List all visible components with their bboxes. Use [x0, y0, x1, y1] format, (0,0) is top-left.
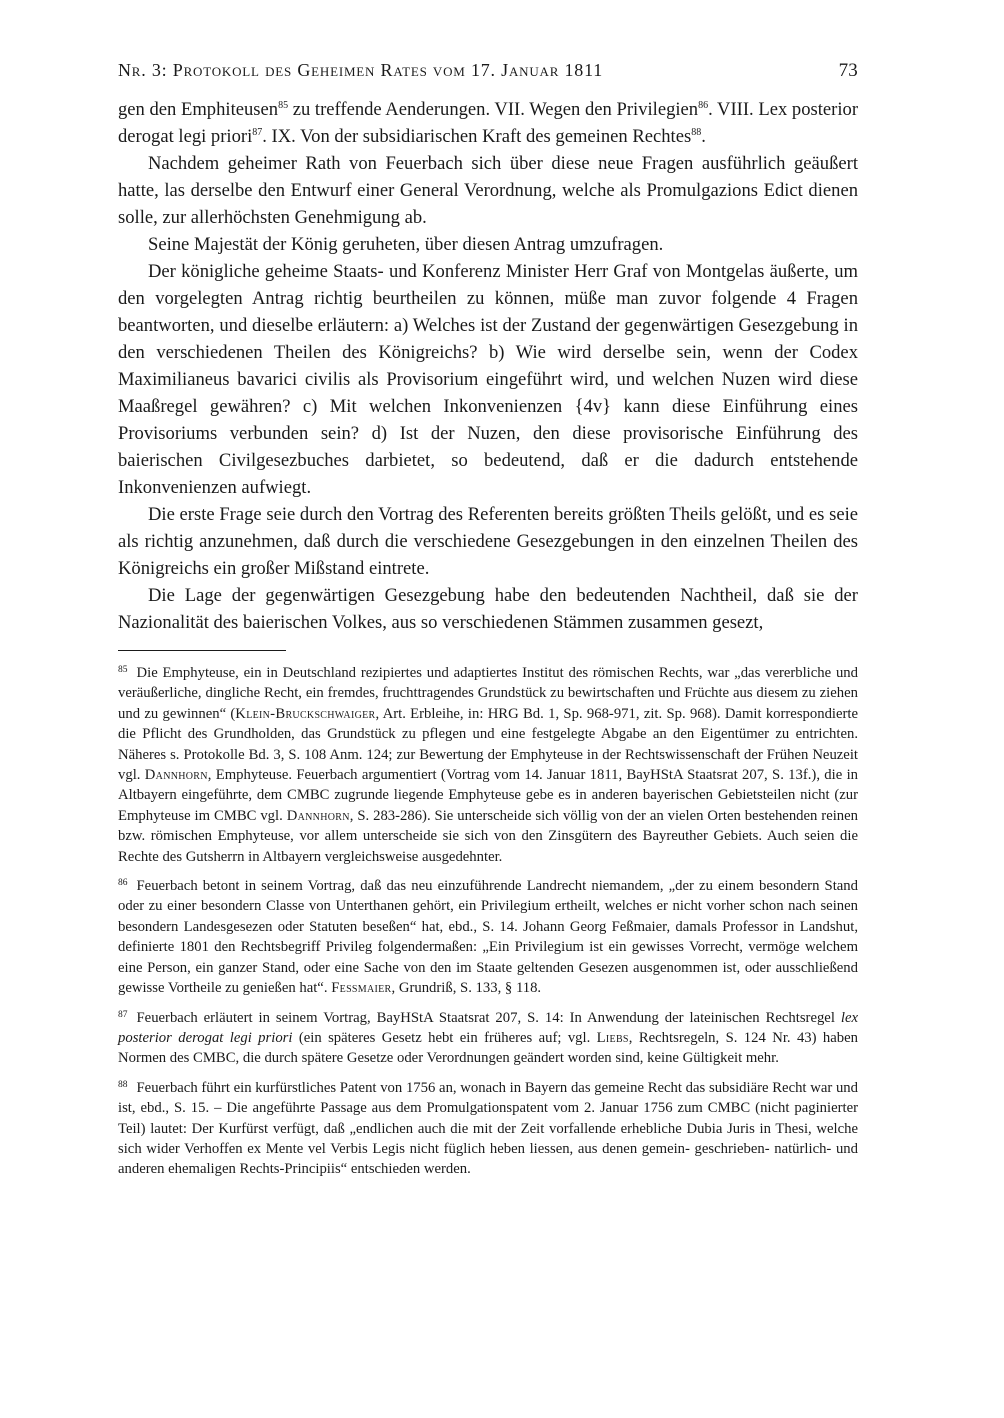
footnote-number: 87 — [118, 1009, 128, 1020]
text-segment: , Rechtsregeln, S. 124 Nr. 43) haben Normen des CMBC, die durch spätere Gesetze oder Verordnungen geändert worden sind, keine Gültigkeit mehr. — [118, 1029, 858, 1067]
text-segment: zu treffende Aenderungen. VII. Wegen den Privilegien — [288, 99, 699, 120]
paragraph-6: Die Lage der gegenwärtigen Gesezgebung habe den bedeutenden Nachtheil, daß sie der Nazionalität des baierischen Volkes, aus so verschiedenen Stämmen zusammen gesezt, — [118, 585, 858, 633]
footnote-number: 85 — [118, 665, 128, 675]
footnote-divider — [118, 650, 286, 651]
text-segment: Feuerbach führt ein kurfürstliches Patent von 1756 an, wonach in Bayern das gemeine Recht das subsidiäre Recht war und ist, ebd., S. 15. – Die angeführte Passage aus dem Promulgationspatent vom 2. Januar 1756 zum CMBC (nicht paginierter Teil) lautet: Der Kurfürst verfügt, daß „endlichen auch die mit der Zeit vorfallende erhebliche Dubia Juris in Thesi, welche sich wider Verhoffen ex Mente vel Verbis Legis nicht füglich heben liessen, aus denen gemein- geschrieben- natürlich- und anderen ehemaligen Rechts-Principiis“ entschieden werden. — [118, 1079, 858, 1178]
text-segment: Feuerbach betont in seinem Vortrag, daß das neu einzuführende Landrecht niemandem, „der zu einem besondern Stand oder zu einer besondern Classe von Unterthanen gehört, ein Privilegium ertheilt, welches er nicht vorher schon nach seinen besondern Landesgesezen oder Statuten beseßen“ hat, ebd., S. 14. Johann Georg Feßmaier, damals Professor in Landshut, definierte 1801 den Rechtsbegriff Privileg folgendermaßen: „Ein Privilegium ist ein gewisses Vorrecht, vermöge welchem eine Person, ein ganzer Stand, oder eine Sache von den im Staate geltenden Gesezen ausgenommen ist, oder ausschließend gewisse Vortheile zu genießen hat“. — [118, 878, 858, 997]
text-segment: , S. 283-286). Sie unterscheide sich völlig von der an vielen Orten bestehenden reinen bzw. römischen Emphyteuse, vor allem unterscheide sie sich von den Zinsgütern des Bayreuther Gebiets. Auch seien die Rechte des Gutsherrn in Altbayern vergleichsweise ausgedehnter. — [118, 807, 859, 865]
paragraph-1 — [118, 96, 858, 150]
footnote-number: 88 — [118, 1079, 128, 1090]
footnote-ref-85[interactable]: 85 — [278, 100, 289, 111]
footnote-86 — [118, 876, 858, 998]
footnote-ref-86[interactable]: 86 — [698, 100, 709, 111]
text-segment: . IX. Von der subsidiarischen Kraft des gemeinen Rechtes — [262, 126, 692, 147]
running-title: Nr. 3: Protokoll des Geheimen Rates vom 17. Januar 1811 — [118, 60, 603, 80]
paragraph-4: Der königliche geheime Staats- und Konferenz Minister Herr Graf von Montgelas äußerte, um den vorgelegten Antrag richtig beurtheilen zu können, müße man zuvor folgende 4 Fragen beantworten, und dieselbe erläutern: a) Welches ist der Zustand der gegenwärtigen Gesezgebung in den verschiedenen Theilen des Königreichs? b) Wie wird derselbe sein, wenn der Codex Maximilianeus bavarici civilis als Provisorium eingeführt wird, und welchen Nuzen wird diese Maaßregel gewähren? c) Mit welchen Inkonvenienzen {4v} kann diese Einführung eines Provisoriums verbunden sein? d) Ist der Nuzen, den diese provisorische Einführung des baierischen Civilgesezbuches darbietet, so bedeutend, daß er die dadurch entstehende Inkonvenienzen aufwiegt. — [118, 261, 858, 498]
text-segment: , Emphyteuse. Feuerbach argumentiert (Vortrag vom 14. Januar 1811, BayHStA Staatsrat 207, S. 13f.), die in Altbayern eingeführte, dem CMBC zugrunde liegende Emphyteuse gebe es in anderen bayerischen Gebietsteilen nicht (zur Emphyteuse im CMBC vgl. — [118, 767, 858, 824]
text-segment: Die Emphyteuse, ein in Deutschland rezipiertes und adaptiertes Institut des römischen Rechts, war „das vererbliche und veräußerliche, dingliche Recht, ein fremdes, fruchttragendes Grundstück zu bewirtschaften und Früchte aus diesem zu ziehen und zu gewinnen“ ( — [118, 665, 858, 722]
text-segment: , Grundriß, S. 133, § 118. — [391, 980, 542, 997]
running-header — [118, 60, 858, 82]
paragraph-2: Nachdem geheimer Rath von Feuerbach sich über diese neue Fragen ausführlich geäußert hatte, las derselbe den Entwurf einer General Verordnung, welche als Promulgazions Edict dienen solle, zur allerhöchsten Genehmigung ab. — [118, 153, 858, 228]
footnotes — [118, 663, 858, 1180]
text-segment: . VIII. Lex posterior derogat legi priori — [118, 99, 859, 147]
author-name: Dannhorn — [286, 807, 350, 824]
paragraph-3: Seine Majestät der König geruheten, über diesen Antrag umzufragen. — [148, 234, 664, 255]
author-name: Klein-Bruckschwaiger — [235, 705, 376, 722]
text-segment: Feuerbach erläutert in seinem Vortrag, BayHStA Staatsrat 207, S. 14: In Anwendung der lateinischen Rechtsregel — [136, 1009, 841, 1026]
footnote-ref-88[interactable]: 88 — [691, 127, 702, 138]
text-segment: (ein späteres Gesetz hebt ein früheres auf; vgl. — [292, 1029, 597, 1046]
page-number: 73 — [838, 60, 858, 81]
author-name: Liebs — [596, 1029, 629, 1046]
document-page — [118, 60, 858, 1189]
latin-phrase: lex posterior derogat legi priori — [118, 1009, 858, 1046]
text-segment: . — [701, 126, 706, 147]
author-name: Fessmaier — [331, 980, 392, 997]
footnote-number: 86 — [118, 878, 128, 889]
main-text — [118, 96, 858, 636]
author-name: Dannhorn — [144, 767, 208, 784]
text-segment: , Art. Erbleihe, in: HRG Bd. 1, Sp. 968-971, zit. Sp. 968). Damit korrespondierte die Pflicht des Grundholden, das Grundstück zu pflegen und eine festgelegte Abgabe an den Eigentümer zu entrichten. Näheres s. Protokolle Bd. 3, S. 108 Anm. 124; zur Bewertung der Emphyteuse in der Rechtswissenschaft der Frühen Neuzeit vgl. — [118, 705, 859, 784]
footnote-85 — [118, 663, 858, 867]
paragraph-5: Die erste Frage seie durch den Vortrag des Referenten bereits größten Theils gelößt, und es seie als richtig anzunehmen, daß durch die verschiedene Gesezgebungen in den einzelnen Theilen des Königreichs ein großer Mißstand eintrete. — [118, 504, 858, 579]
text-segment: gen den Emphiteusen — [118, 99, 279, 120]
footnote-ref-87[interactable]: 87 — [252, 127, 263, 138]
footnote-88 — [118, 1078, 858, 1180]
footnote-87 — [118, 1008, 858, 1069]
